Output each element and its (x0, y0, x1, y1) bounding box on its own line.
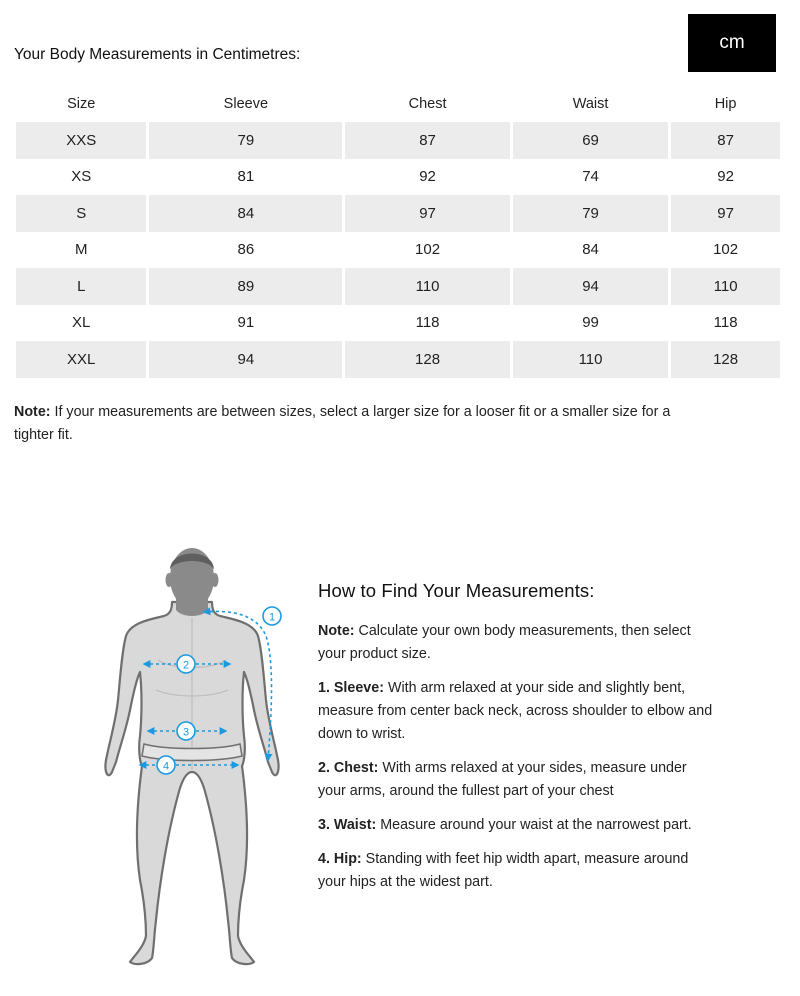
instruction-text: Standing with feet hip width apart, measure around your hips at the widest part. (318, 851, 689, 890)
size-cell: XXL (16, 341, 146, 378)
instruction-text: With arms relaxed at your sides, measure under your arms, around the fullest part of your chest (318, 760, 687, 799)
table-row (16, 305, 780, 342)
size-cell: S (16, 195, 146, 232)
waist-cell: 69 (513, 122, 668, 159)
waist-cell: 110 (513, 341, 668, 378)
instruction-label: 4. Hip: (318, 851, 362, 867)
size-cell: L (16, 268, 146, 305)
instruction-label: 2. Chest: (318, 760, 379, 776)
sleeve-cell: 91 (237, 314, 255, 332)
intro-text: Calculate your own body measurements, then select your product size. (318, 623, 691, 662)
sleeve-cell: 81 (237, 168, 255, 186)
page-title: Your Body Measurements in Centimetres: (14, 46, 301, 63)
column-header-sleeve: Sleeve (223, 96, 269, 112)
size-cell: XS (71, 168, 92, 186)
marker-3-label: 3 (182, 726, 190, 739)
chest-cell: 110 (345, 268, 510, 305)
waist-cell: 84 (582, 241, 599, 259)
waist-cell: 99 (582, 314, 599, 332)
column-header-size: Size (67, 96, 96, 112)
marker-4-label: 4 (162, 760, 170, 773)
instruction-label: 3. Waist: (318, 817, 377, 833)
instruction-waist (318, 814, 718, 837)
size-chart-table (13, 86, 783, 378)
sleeve-cell: 86 (237, 241, 255, 259)
note-label: Note: (14, 404, 51, 420)
hip-cell: 87 (671, 122, 780, 159)
chest-cell: 87 (345, 122, 510, 159)
instruction-text: With arm relaxed at your side and slightly bent, measure from center back neck, across shoulder to elbow and down to wrist. (318, 680, 713, 742)
column-header-waist: Waist (572, 96, 609, 112)
instruction-chest (318, 757, 718, 803)
instructions-heading: How to Find Your Measurements: (318, 580, 595, 601)
marker-2-label: 2 (182, 659, 190, 672)
chest-cell: 97 (345, 195, 510, 232)
table-row (16, 268, 780, 305)
table-header-row (16, 86, 780, 122)
body-measurement-figure (96, 540, 296, 980)
size-cell: XL (72, 314, 91, 332)
instruction-sleeve (318, 677, 718, 746)
table-row (16, 159, 780, 196)
sleeve-cell: 94 (149, 341, 342, 378)
hip-cell: 110 (671, 268, 780, 305)
chest-cell: 102 (415, 241, 441, 259)
waist-cell: 94 (513, 268, 668, 305)
right-ear (212, 573, 219, 587)
table-row (16, 232, 780, 269)
size-note (14, 401, 674, 447)
sleeve-cell: 84 (149, 195, 342, 232)
hip-cell: 128 (671, 341, 780, 378)
column-header-chest: Chest (408, 96, 447, 112)
note-text: If your measurements are between sizes, select a larger size for a looser fit or a smaller size for a tighter fit. (14, 404, 671, 443)
marker-1-label: 1 (268, 611, 276, 624)
table-row (16, 195, 780, 232)
hip-cell: 97 (671, 195, 780, 232)
chest-cell: 128 (345, 341, 510, 378)
instruction-text: Measure around your waist at the narrowest part. (376, 817, 692, 833)
left-ear (166, 573, 173, 587)
sleeve-cell: 89 (149, 268, 342, 305)
hip-cell: 92 (717, 168, 734, 186)
instructions-intro (318, 620, 718, 666)
hip-cell: 102 (713, 241, 739, 259)
waist-cell: 79 (513, 195, 668, 232)
instruction-label: 1. Sleeve: (318, 680, 384, 696)
size-cell: XXS (16, 122, 146, 159)
hip-cell: 118 (713, 314, 738, 332)
measurement-instructions (318, 580, 718, 905)
instruction-hip (318, 848, 718, 894)
column-header-hip: Hip (714, 96, 737, 112)
size-cell: M (74, 241, 88, 259)
intro-label: Note: (318, 623, 355, 639)
unit-toggle-button[interactable]: cm (688, 14, 776, 72)
table-row (16, 341, 780, 378)
chest-cell: 118 (415, 314, 440, 332)
sleeve-cell: 79 (149, 122, 342, 159)
waist-cell: 74 (582, 168, 599, 186)
chest-cell: 92 (419, 168, 436, 186)
table-row (16, 122, 780, 159)
